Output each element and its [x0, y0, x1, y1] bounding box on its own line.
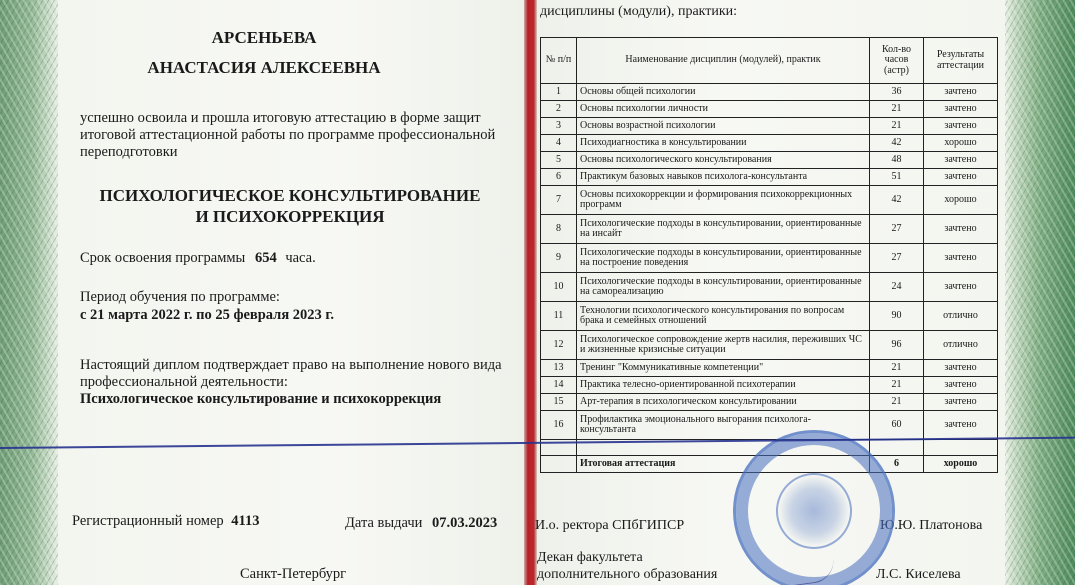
table-row	[541, 377, 998, 394]
term-value: 654	[254, 250, 277, 266]
row-result: зачтено	[924, 215, 998, 244]
confirm-line-1: Настоящий диплом подтверждает право на выполнение нового вида	[80, 357, 502, 373]
activity-type: Психологическое консультирование и психокоррекция	[80, 391, 442, 407]
row-number: 1	[541, 84, 577, 101]
table-row	[541, 186, 998, 215]
row-hours: 42	[870, 135, 924, 152]
row-hours: 27	[870, 215, 924, 244]
row-number: 2	[541, 101, 577, 118]
period-label: Период обучения по программе:	[80, 289, 280, 305]
intro-line-2: итоговой аттестационной работы по программе профессиональной	[80, 127, 496, 143]
row-result: хорошо	[924, 186, 998, 215]
row-number: 11	[541, 302, 577, 331]
table-row	[541, 411, 998, 440]
row-number: 5	[541, 152, 577, 169]
row-result: зачтено	[924, 169, 998, 186]
row-hours: 90	[870, 302, 924, 331]
red-spine	[524, 0, 537, 585]
row-hours: 21	[870, 394, 924, 411]
table-row	[541, 360, 998, 377]
total-number	[541, 456, 577, 473]
row-result: зачтено	[924, 360, 998, 377]
guilloche-border-left	[0, 0, 58, 585]
term-prefix: Срок освоения программы	[80, 250, 246, 266]
disciplines-table	[540, 37, 998, 473]
row-hours: 24	[870, 273, 924, 302]
row-number: 8	[541, 215, 577, 244]
dean-label-line-1: Декан факультета	[537, 550, 643, 565]
reg-value: 4113	[231, 513, 260, 529]
total-name: Итоговая аттестация	[577, 456, 870, 473]
city: Санкт-Петербург	[240, 566, 347, 582]
row-number: 9	[541, 244, 577, 273]
rector-name: Ю.Ю. Платонова	[880, 518, 983, 533]
row-number: 15	[541, 394, 577, 411]
row-hours: 21	[870, 360, 924, 377]
row-number: 13	[541, 360, 577, 377]
row-number: 16	[541, 411, 577, 440]
row-number: 4	[541, 135, 577, 152]
row-result: зачтено	[924, 273, 998, 302]
row-hours: 36	[870, 84, 924, 101]
row-hours: 60	[870, 411, 924, 440]
table-row	[541, 394, 998, 411]
table-header-row	[541, 38, 998, 84]
table-row	[541, 152, 998, 169]
row-hours: 51	[870, 169, 924, 186]
row-discipline: Основы психологии личности	[577, 101, 870, 118]
row-discipline: Основы психологического консультирования	[577, 152, 870, 169]
row-result: зачтено	[924, 118, 998, 135]
row-discipline: Арт-терапия в психологическом консультировании	[577, 394, 870, 411]
term-suffix: часа.	[285, 250, 316, 266]
row-hours: 42	[870, 186, 924, 215]
row-number: 7	[541, 186, 577, 215]
registration-number	[72, 513, 260, 530]
row-result: зачтено	[924, 101, 998, 118]
row-number: 12	[541, 331, 577, 360]
issue-date	[345, 515, 497, 532]
row-result: хорошо	[924, 135, 998, 152]
table-intro: дисциплины (модули), практики:	[540, 4, 738, 19]
dean-name: Л.С. Киселева	[876, 567, 961, 582]
row-hours: 96	[870, 331, 924, 360]
row-discipline: Тренинг "Коммуникативные компетенции"	[577, 360, 870, 377]
confirm-line-2: профессиональной деятельности:	[80, 374, 288, 390]
col-name: Наименование дисциплин (модулей), практик	[577, 38, 870, 84]
guilloche-border-right	[1005, 0, 1075, 585]
intro-line-1: успешно освоила и прошла итоговую аттестацию в форме защит	[80, 110, 481, 126]
row-result: зачтено	[924, 377, 998, 394]
row-result: зачтено	[924, 411, 998, 440]
program-title-line-1: ПСИХОЛОГИЧЕСКОЕ КОНСУЛЬТИРОВАНИЕ	[99, 186, 481, 205]
row-result: отлично	[924, 302, 998, 331]
blank-cell	[870, 440, 924, 456]
row-discipline: Психологические подходы в консультировании, ориентированные на самореализацию	[577, 273, 870, 302]
row-discipline: Практика телесно-ориентированной психотерапии	[577, 377, 870, 394]
table-row	[541, 244, 998, 273]
row-number: 14	[541, 377, 577, 394]
row-result: зачтено	[924, 84, 998, 101]
period-value: с 21 марта 2022 г. по 25 февраля 2023 г.	[80, 307, 334, 323]
table-row	[541, 101, 998, 118]
table-row	[541, 118, 998, 135]
holder-name: АНАСТАСИЯ АЛЕКСЕЕВНА	[147, 58, 381, 77]
row-hours: 21	[870, 377, 924, 394]
table-row	[541, 84, 998, 101]
row-discipline: Технологии психологического консультирования по вопросам брака и семейных отношений	[577, 302, 870, 331]
row-discipline: Основы возрастной психологии	[577, 118, 870, 135]
col-hours: Кол-во часов (астр)	[870, 38, 924, 84]
row-number: 10	[541, 273, 577, 302]
row-result: зачтено	[924, 394, 998, 411]
rector-label: И.о. ректора СПбГИПСР	[535, 518, 685, 533]
row-hours: 21	[870, 118, 924, 135]
reg-label: Регистрационный номер	[72, 513, 224, 529]
program-title-line-2: И ПСИХОКОРРЕКЦИЯ	[195, 207, 385, 226]
table-body	[541, 84, 998, 473]
table-row	[541, 135, 998, 152]
row-hours: 21	[870, 101, 924, 118]
row-discipline: Основы психокоррекции и формирования психокоррекционных программ	[577, 186, 870, 215]
row-result: отлично	[924, 331, 998, 360]
term-line	[80, 250, 316, 267]
col-result: Результаты аттестации	[924, 38, 998, 84]
row-result: зачтено	[924, 244, 998, 273]
row-discipline: Психологические подходы в консультировании, ориентированные на построение поведения	[577, 244, 870, 273]
table-row	[541, 273, 998, 302]
table-row	[541, 302, 998, 331]
row-number: 3	[541, 118, 577, 135]
row-hours: 27	[870, 244, 924, 273]
blank-cell	[924, 440, 998, 456]
dean-label-line-2: дополнительного образования	[537, 567, 718, 582]
seal-emblem	[776, 473, 852, 549]
row-discipline: Практикум базовых навыков психолога-консультанта	[577, 169, 870, 186]
col-num: № п/п	[541, 38, 577, 84]
row-discipline: Профилактика эмоционального выгорания психолога-консультанта	[577, 411, 870, 440]
issue-label: Дата выдачи	[345, 515, 423, 531]
holder-surname: АРСЕНЬЕВА	[211, 28, 317, 47]
table-row	[541, 169, 998, 186]
intro-line-3: переподготовки	[80, 144, 178, 160]
total-hours: 6	[870, 456, 924, 473]
row-hours: 48	[870, 152, 924, 169]
row-discipline: Основы общей психологии	[577, 84, 870, 101]
total-result: хорошо	[924, 456, 998, 473]
row-discipline: Психологические подходы в консультировании, ориентированные на инсайт	[577, 215, 870, 244]
issue-value: 07.03.2023	[432, 515, 498, 531]
row-discipline: Психологическое сопровождение жертв насилия, переживших ЧС и жизненные кризисные ситуации	[577, 331, 870, 360]
row-result: зачтено	[924, 152, 998, 169]
table-row	[541, 331, 998, 360]
row-number: 6	[541, 169, 577, 186]
row-discipline: Психодиагностика в консультировании	[577, 135, 870, 152]
table-row	[541, 215, 998, 244]
